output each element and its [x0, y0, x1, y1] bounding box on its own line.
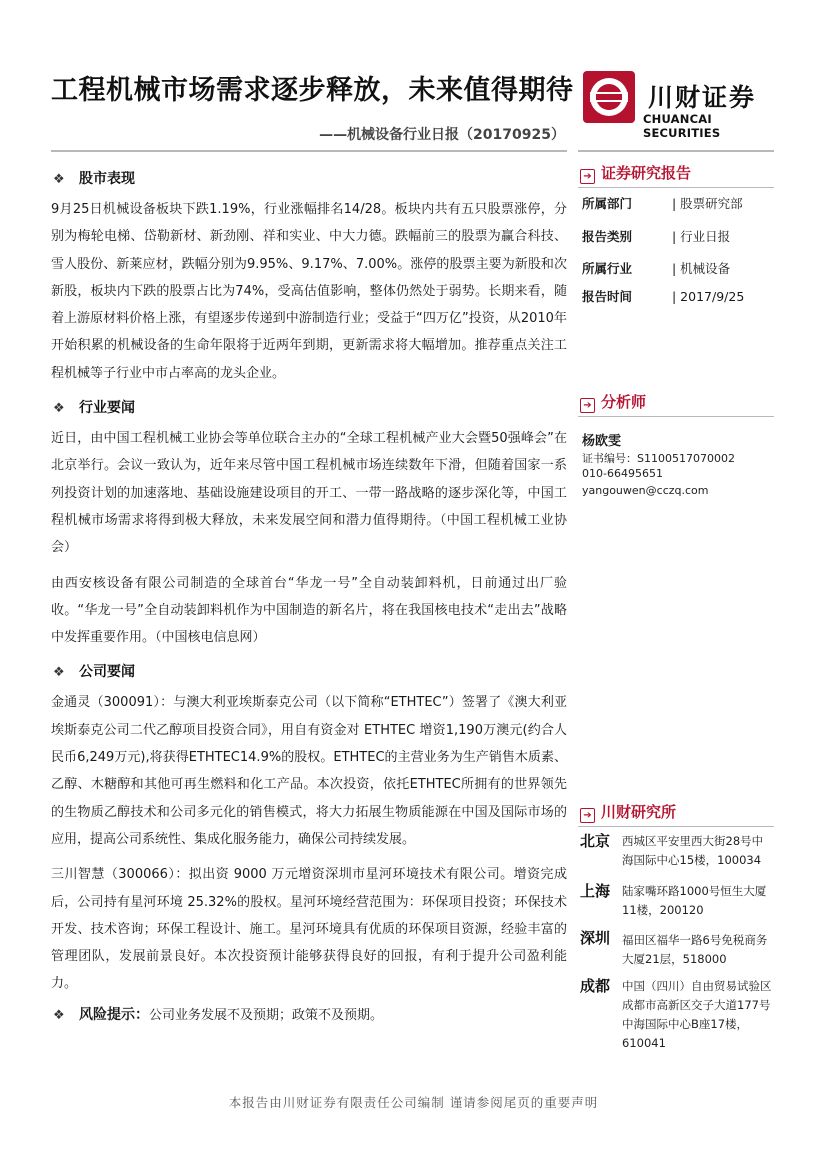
diamond-bullet-icon: ❖: [53, 665, 65, 681]
industry-news-paragraph: 近日，由中国工程机械工业协会等单位联合主办的“全球工程机械产业大会暨50强峰会”在北京举行。会议一致认为，近年来尽管中国工程机械市场连续数年下滑，但随着国家一系列投资计划的加速落地、基础设施建设项目的开工、一带一路战略的逐步深化等，中国工程机械市场需求将得到极大释放，未来发展空间和潜力值得期待。（中国工程机械工业协会）: [51, 431, 567, 556]
company-news-paragraph: 金通灵（300091）：与澳大利亚埃斯泰克公司（以下简称“ETHTEC”）签署了《澳大利亚埃斯泰克公司二代乙醇项目投资合同》，用自有资金对 ETHTEC 增资1,190万澳元(约合人民币6,249万元),将获得ETHTEC14.9%的股权。ETHTEC的主营业务为生产销售木质素、乙醇、木糖醇和其他可再生燃料和化工产品。本次投资，依托ETHTEC所拥有的世界领先的生物质乙醇技术和公司多元化的销售模式，将大力拓展生物质能源在中国及国际市场的应用，提高公司系统性、集成化服务能力，确保公司持续发展。: [51, 695, 567, 847]
sidebar-divider: [578, 416, 774, 417]
institute-heading: ➔ 川财研究所: [580, 801, 676, 823]
report-title: 工程机械市场需求逐步释放，未来值得期待: [51, 75, 574, 106]
sidebar-top-divider: [578, 150, 774, 152]
header-divider: [51, 150, 567, 152]
section-heading: ❖ 公司要闻: [51, 657, 567, 687]
footer-disclaimer: 本报告由川财证券有限责任公司编制 谨请参阅尾页的重要声明: [228, 1095, 599, 1110]
risk-warning: ❖ 风险提示：公司业务发展不及预期；政策不及预期。: [51, 1002, 567, 1029]
analyst-phone: 010-66495651: [582, 467, 663, 480]
sidebar-divider: [578, 826, 774, 827]
logo-mark-icon: [582, 70, 636, 124]
diamond-bullet-icon: ❖: [53, 1007, 65, 1023]
analyst-name: 杨欧雯: [582, 434, 622, 449]
brand-logo: [582, 70, 772, 140]
logo-english-name: CHUANCAI SECURITIES: [643, 112, 721, 140]
company-news-paragraph: 三川智慧（300066）：拟出资 9000 万元增资深圳市星河环境技术有限公司。增资完成后，公司持有星河环境 25.32%的股权。星河环境经营范围为：环保项目投资；环保技术开发、技术咨询；环保工程设计、施工。星河环境具有优质的环保项目资源，经验丰富的管理团队，发展前景良好。本次投资预计能够获得良好的回报，有利于提升公司盈利能力。: [51, 867, 567, 992]
sidebar-divider: [578, 187, 774, 188]
diamond-bullet-icon: ❖: [53, 401, 65, 417]
analyst-cert: 证书编号：S1100517070002: [582, 452, 735, 465]
arrow-box-icon: ➔: [580, 808, 595, 823]
report-info-heading: ➔ 证券研究报告: [580, 162, 691, 184]
analyst-heading: ➔ 分析师: [580, 391, 646, 413]
report-subtitle: ——机械设备行业日报（20170925）: [319, 127, 565, 143]
industry-news-paragraph: 由西安核设备有限公司制造的全球首台“华龙一号”全自动装卸料机，日前通过出厂验收。“华龙一号”全自动装卸料机作为中国制造的新名片，将在我国核电技术“走出去”战略中发挥重要作用。（中国核电信息网）: [51, 575, 567, 646]
logo-chinese-name: 川财证券: [648, 83, 757, 112]
arrow-box-icon: ➔: [580, 169, 595, 184]
section-heading: ❖ 股市表现: [51, 164, 567, 194]
arrow-box-icon: ➔: [580, 398, 595, 413]
diamond-bullet-icon: ❖: [53, 172, 65, 187]
analyst-email: yangouwen@cczq.com: [582, 484, 709, 497]
market-paragraph: 9月25日机械设备板块下跌1.19%，行业涨幅排名14/28。板块内共有五只股票涨停，分别为梅轮电梯、岱勒新材、新劲刚、祥和实业、中大力德。跌幅前三的股票为赢合科技、雪人股份、新莱应材，跌幅分别为9.95%、9.17%、7.00%。涨停的股票主要为新股和次新股，板块内下跌的股票占比为74%，受高估值影响，整体仍然处于弱势。长期来看，随着上游原材料价格上涨，有望逐步传递到中游制造行业；受益于“四万亿”投资，从2010年开始积累的机械设备的生命年限将于近两年到期，更新需求将大幅增加。推荐重点关注工程机械等子行业中市占率高的龙头企业。: [51, 202, 567, 381]
section-heading: ❖ 行业要闻: [51, 393, 567, 423]
main-content: [51, 160, 567, 1029]
